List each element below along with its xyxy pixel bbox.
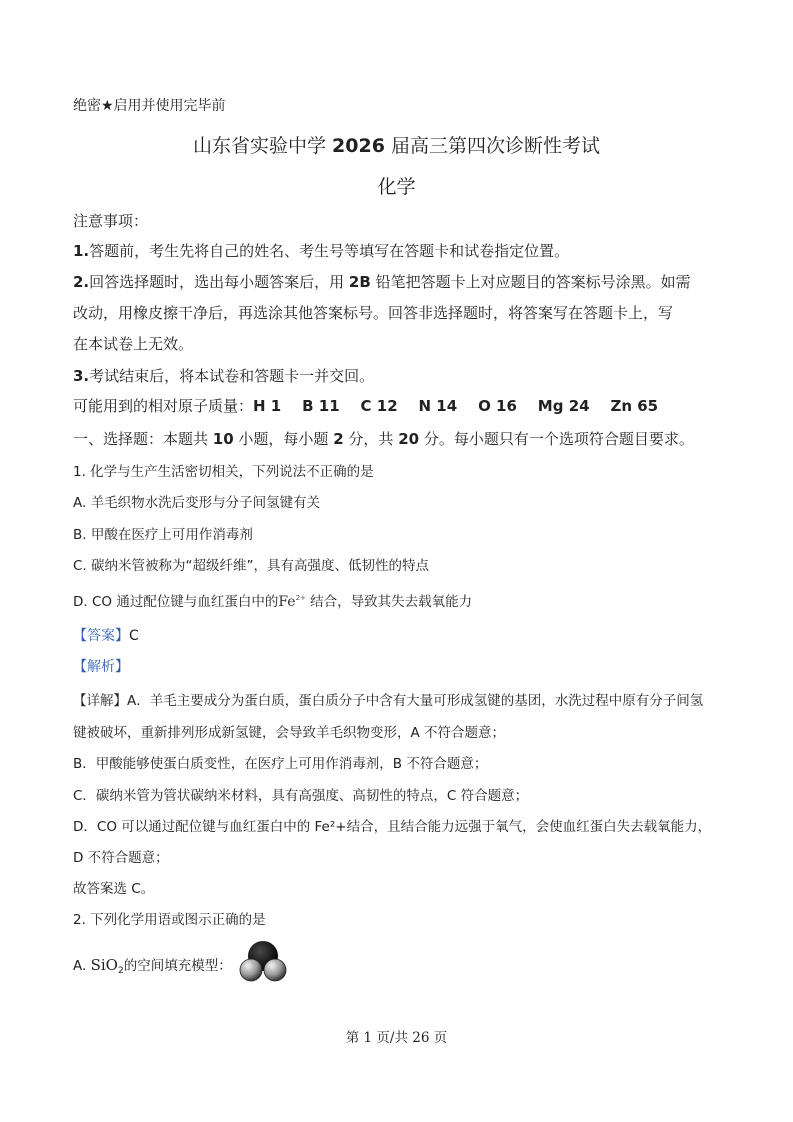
question-count: 10	[212, 430, 234, 448]
section-text: 一、选择题：本题共	[73, 430, 213, 448]
section-text: 分，共	[343, 430, 399, 448]
q1-option-d	[73, 590, 472, 610]
notice-item-2-line-2: 改动，用橡皮擦干净后，再选涂其他答案标号。回答非选择题时，将答案写在答题卡上，写	[73, 304, 674, 322]
item-number: 3.	[73, 367, 90, 385]
iron-symbol: Fe	[278, 594, 296, 610]
answer-value: C	[129, 628, 139, 644]
answer-line	[73, 625, 139, 645]
item-number: 2.	[73, 273, 90, 291]
section-text: 分。每小题只有一个选项符合题目要求。	[419, 430, 694, 448]
conclusion: 故答案选 C。	[73, 881, 155, 897]
item-number: 1.	[73, 242, 90, 260]
title-part: 届高三第四次诊断性考试	[384, 135, 600, 157]
q1-option-c: C. 碳纳米管被称为“超级纤维”，具有高强度、低韧性的特点	[73, 558, 429, 574]
iron-charge: 2+	[295, 594, 306, 602]
secret-marking: 绝密★启用并使用完毕前	[73, 98, 226, 114]
notice-item-3	[73, 365, 374, 386]
q1-option-a: A. 羊毛织物水洗后变形与分子间氢键有关	[73, 495, 321, 511]
detail-line-6: D 不符合题意；	[73, 850, 169, 866]
option-text: 结合，导致其失去载氧能力	[305, 594, 473, 610]
detail-label: 【详解】	[73, 693, 127, 709]
section-text: 小题，每小题	[233, 430, 334, 448]
q1-option-b: B. 甲酸在医疗上可用作消毒剂	[73, 527, 253, 543]
sio2-formula: SiO	[90, 956, 118, 974]
detail-line-2: 键被破坏，重新排列形成新氢键，会导致羊毛织物变形，A 不符合题意；	[73, 725, 506, 741]
pencil-grade: 2B	[348, 273, 371, 291]
detail-text: A．羊毛主要成分为蛋白质，蛋白质分子中含有大量可形成氢键的基团，水洗过程中原有分子间氢	[127, 693, 704, 709]
analysis-label: 【解析】	[73, 659, 129, 675]
exam-title	[0, 131, 793, 158]
atomic-mass-label: 可能用到的相对原子质量：	[73, 397, 254, 415]
atomic-mass-values: H 1 B 11 C 12 N 14 O 16 Mg 24 Zn 65	[253, 397, 659, 415]
notice-item-2	[73, 271, 691, 292]
q1-stem: 1. 化学与生产生活密切相关，下列说法不正确的是	[73, 464, 374, 480]
answer-label: 【答案】	[73, 628, 129, 644]
item-text: 考试结束后，将本试卷和答题卡一并交回。	[89, 367, 375, 385]
section-heading	[73, 428, 694, 449]
total-score: 20	[398, 430, 420, 448]
atomic-mass-line	[73, 395, 658, 416]
notice-item-1	[73, 240, 569, 261]
q2-option-a	[73, 954, 232, 976]
notice-item-2-line-3: 在本试卷上无效。	[73, 335, 194, 353]
space-filling-model-icon	[238, 940, 290, 984]
detail-line-1	[73, 689, 703, 709]
q2-stem: 2. 下列化学用语或图示正确的是	[73, 912, 266, 928]
page-footer: 第 1 页/共 26 页	[345, 1030, 448, 1046]
item-text: 答题前，考生先将自己的姓名、考生号等填写在答题卡和试卷指定位置。	[89, 242, 570, 260]
subject-title: 化学	[377, 176, 416, 198]
sio2-subscript: 2	[117, 966, 124, 976]
detail-line-3: B．甲酸能够使蛋白质变性，在医疗上可用作消毒剂，B 不符合题意；	[73, 756, 488, 772]
notice-heading: 注意事项：	[73, 212, 149, 230]
title-part: 山东省实验中学	[193, 135, 333, 157]
option-text: D. CO 通过配位键与血红蛋白中的	[73, 594, 279, 610]
detail-line-4: C．碳纳米管为管状碳纳米材料，具有高强度、高韧性的特点，C 符合题意；	[73, 788, 529, 804]
score-per-question: 2	[333, 430, 344, 448]
title-year: 2026	[332, 135, 385, 157]
option-text: 的空间填充模型：	[123, 958, 232, 974]
option-text: A.	[73, 958, 91, 974]
item-text: 回答选择题时，选出每小题答案后，用	[89, 273, 349, 291]
item-text: 铅笔把答题卡上对应题目的答案标号涂黑。如需	[370, 273, 691, 291]
detail-line-5: D．CO 可以通过配位键与血红蛋白中的 Fe²+结合，且结合能力远强于氧气，会使血红蛋白失去载氧能力，	[73, 819, 712, 835]
